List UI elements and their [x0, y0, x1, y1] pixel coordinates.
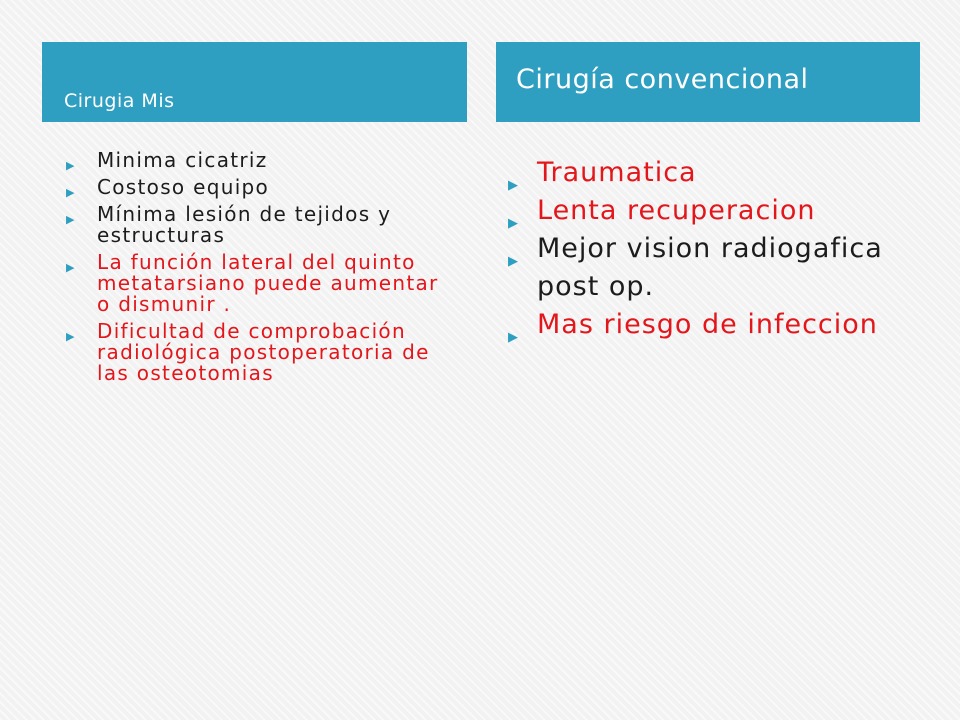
header-cirugia-convencional [496, 42, 920, 122]
triangle-right-icon: ▶ [66, 186, 76, 199]
list-item-text: Mínima lesión de tejidos y estructuras [97, 202, 392, 247]
header-right-title: Cirugía convencional [516, 64, 809, 95]
list-item [66, 321, 456, 384]
triangle-right-icon: ▶ [508, 330, 519, 345]
list-item [508, 230, 918, 306]
triangle-right-icon: ▶ [66, 261, 76, 274]
list-item [508, 306, 918, 344]
header-cirugia-mis [42, 42, 467, 122]
triangle-right-icon: ▶ [508, 254, 519, 269]
list-item [66, 204, 456, 246]
list-item [508, 154, 918, 192]
triangle-right-icon: ▶ [508, 178, 519, 193]
list-item-text: Dificultad de comprobación radiológica postoperatoria de las osteotomias [97, 319, 430, 385]
list-item-text: Costoso equipo [97, 175, 270, 199]
list-item-text: Mejor vision radiogafica post op. [537, 233, 883, 302]
list-item-text: Lenta recuperacion [537, 195, 816, 226]
triangle-right-icon: ▶ [508, 216, 519, 231]
list-item-text: La función lateral del quinto metatarsiano puede aumentar o dismunir . [97, 250, 439, 316]
triangle-right-icon: ▶ [66, 213, 76, 226]
list-item-text: Mas riesgo de infeccion [537, 309, 878, 340]
list-item [508, 192, 918, 230]
triangle-right-icon: ▶ [66, 330, 76, 343]
right-bullet-list [508, 154, 918, 344]
triangle-right-icon: ▶ [66, 159, 76, 172]
list-item [66, 252, 456, 315]
list-item [66, 150, 456, 171]
list-item-text: Traumatica [537, 157, 697, 188]
list-item [66, 177, 456, 198]
header-left-title: Cirugia Mis [64, 90, 175, 112]
left-bullet-list [66, 150, 456, 390]
list-item-text: Minima cicatriz [97, 148, 268, 172]
